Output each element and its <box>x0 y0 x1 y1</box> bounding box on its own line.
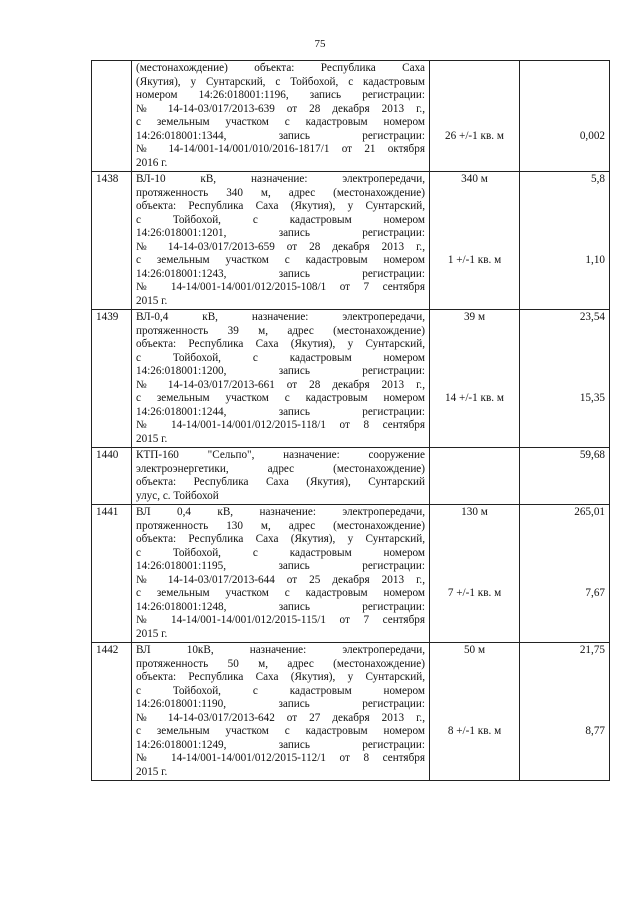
description-line: № 14-14-03/017/2013-659 от 28 декабря 2013 г., <box>136 240 425 253</box>
description-line: с Тойбохой, с кадастровым номером <box>136 684 425 697</box>
description-line: № 14-14/001-14/001/012/2015-108/1 от 7 сентября <box>136 281 425 293</box>
description-line: с земельным участком с кадастровым номером <box>136 116 425 128</box>
value-bottom: 7,67 <box>585 587 605 599</box>
description-line: объекта: Республика Саха (Якутия), у Сунтарский, <box>136 671 425 683</box>
row-quantity <box>430 61 520 172</box>
description-line: с земельным участком с кадастровым номером <box>136 587 425 599</box>
table-row <box>92 172 610 310</box>
row-number: 1441 <box>92 505 132 643</box>
description-line: (Якутия), у Сунтарский, с Тойбохой, с кадастровым <box>136 75 425 88</box>
description-line: 14:26:018001:1195, запись регистрации: <box>136 560 425 572</box>
table-row <box>92 643 610 781</box>
description-line: 14:26:018001:1244, запись регистрации: <box>136 405 425 418</box>
row-value <box>520 505 610 643</box>
row-number: 1440 <box>92 448 132 505</box>
table-row <box>92 310 610 448</box>
description-line: 2015 г. <box>136 765 168 778</box>
description-line: протяженность 130 м, адрес (местонахождение) <box>136 519 425 532</box>
description-line: № 14-14/001-14/001/012/2015-115/1 от 7 сентября <box>136 614 425 626</box>
table-row <box>92 448 610 505</box>
row-quantity <box>430 448 520 505</box>
description-line: с земельным участком с кадастровым номером <box>136 725 425 737</box>
description-line: объекта: Республика Саха (Якутия), у Сунтарский, <box>136 338 425 350</box>
row-number: 1442 <box>92 643 132 781</box>
row-value <box>520 61 610 172</box>
value-bottom: 8,77 <box>585 725 605 737</box>
description-line: (местонахождение) объекта: Республика Саха <box>136 62 425 74</box>
row-value <box>520 448 610 505</box>
description-line: № 14-14-03/017/2013-644 от 25 декабря 2013 г., <box>136 573 425 586</box>
quantity-bottom: 8 +/-1 кв. м <box>447 725 502 737</box>
description-line: № 14-14/001-14/001/012/2015-112/1 от 8 сентября <box>136 752 425 764</box>
quantity-top: 340 м <box>461 173 488 185</box>
description-line: 14:26:018001:1243, запись регистрации: <box>136 267 425 280</box>
value-top: 23,54 <box>579 311 605 323</box>
description-line: 14:26:018001:1200, запись регистрации: <box>136 365 425 377</box>
description-line: 14:26:018001:1249, запись регистрации: <box>136 738 425 751</box>
value-top: 265,01 <box>574 506 605 518</box>
description-line: электроэнергетики, адрес (местонахождение) <box>136 462 425 475</box>
value-bottom: 0,002 <box>579 129 605 142</box>
quantity-top: 130 м <box>461 506 488 518</box>
row-quantity <box>430 505 520 643</box>
description-line: протяженность 39 м, адрес (местонахождение) <box>136 324 425 337</box>
value-bottom: 15,35 <box>579 392 605 404</box>
description-line: ВЛ 0,4 кВ, назначение: электропередачи, <box>136 506 425 518</box>
table-row <box>92 505 610 643</box>
description-line: улус, с. Тойбохой <box>136 489 219 502</box>
description-line: 14:26:018001:1201, запись регистрации: <box>136 227 425 239</box>
value-top: 21,75 <box>579 644 605 656</box>
description-line: 2015 г. <box>136 294 168 307</box>
table-row <box>92 61 610 172</box>
description-line: КТП-160 "Сельпо", назначение: сооружение <box>136 449 425 461</box>
quantity-bottom: 26 +/-1 кв. м <box>445 129 504 142</box>
value-top: 5,8 <box>591 173 605 185</box>
row-number: 1439 <box>92 310 132 448</box>
description-line: протяженность 50 м, адрес (местонахождение) <box>136 657 425 670</box>
description-line: 14:26:018001:1248, запись регистрации: <box>136 600 425 613</box>
description-line: ВЛ-0,4 кВ, назначение: электропередачи, <box>136 311 425 323</box>
row-description <box>132 61 430 172</box>
description-line: объекта: Республика Саха (Якутия), у Сунтарский, <box>136 200 425 212</box>
description-line: 2016 г. <box>136 156 168 169</box>
page-number: 75 <box>314 38 326 50</box>
row-description <box>132 643 430 781</box>
description-line: № 14-14-03/017/2013-642 от 27 декабря 2013 г., <box>136 711 425 724</box>
row-number: 1438 <box>92 172 132 310</box>
description-line: номером 14:26:018001:1196, запись регистрации: <box>136 89 425 101</box>
description-line: с Тойбохой, с кадастровым номером <box>136 213 425 226</box>
row-quantity <box>430 310 520 448</box>
description-line: № 14-14/001-14/001/012/2015-118/1 от 8 сентября <box>136 419 425 431</box>
description-line: 14:26:018001:1344, запись регистрации: <box>136 129 425 142</box>
description-line: протяженность 340 м, адрес (местонахождение) <box>136 186 425 199</box>
quantity-top: 39 м <box>463 311 486 323</box>
quantity-top: 50 м <box>463 644 486 656</box>
description-line: № 14-14/001-14/001/010/2016-1817/1 от 21 октября <box>136 143 425 155</box>
description-line: с земельным участком с кадастровым номером <box>136 392 425 404</box>
row-description <box>132 172 430 310</box>
value-bottom: 1,10 <box>585 254 605 266</box>
row-description <box>132 310 430 448</box>
row-description <box>132 448 430 505</box>
description-line: 2015 г. <box>136 627 168 640</box>
description-line: 2015 г. <box>136 432 168 445</box>
description-line: объекта: Республика Саха (Якутия), Сунтарский <box>136 476 425 488</box>
description-line: № 14-14-03/017/2013-639 от 28 декабря 2013 г., <box>136 102 425 115</box>
row-value <box>520 310 610 448</box>
row-value <box>520 643 610 781</box>
description-line: с Тойбохой, с кадастровым номером <box>136 351 425 364</box>
row-number <box>92 61 132 172</box>
description-line: объекта: Республика Саха (Якутия), у Сунтарский, <box>136 533 425 545</box>
quantity-bottom: 7 +/-1 кв. м <box>447 587 502 599</box>
quantity-bottom: 1 +/-1 кв. м <box>447 254 502 266</box>
row-description <box>132 505 430 643</box>
description-line: № 14-14-03/017/2013-661 от 28 декабря 2013 г., <box>136 378 425 391</box>
description-line: ВЛ-10 кВ, назначение: электропередачи, <box>136 173 425 185</box>
quantity-bottom: 14 +/-1 кв. м <box>445 392 504 404</box>
description-line: с земельным участком с кадастровым номером <box>136 254 425 266</box>
description-line: ВЛ 10кВ, назначение: электропередачи, <box>136 644 425 656</box>
value-top: 59,68 <box>579 449 605 461</box>
row-quantity <box>430 172 520 310</box>
description-line: 14:26:018001:1190, запись регистрации: <box>136 698 425 710</box>
row-value <box>520 172 610 310</box>
registry-table <box>91 60 610 781</box>
description-line: с Тойбохой, с кадастровым номером <box>136 546 425 559</box>
registry-table-body <box>92 61 610 781</box>
row-quantity <box>430 643 520 781</box>
